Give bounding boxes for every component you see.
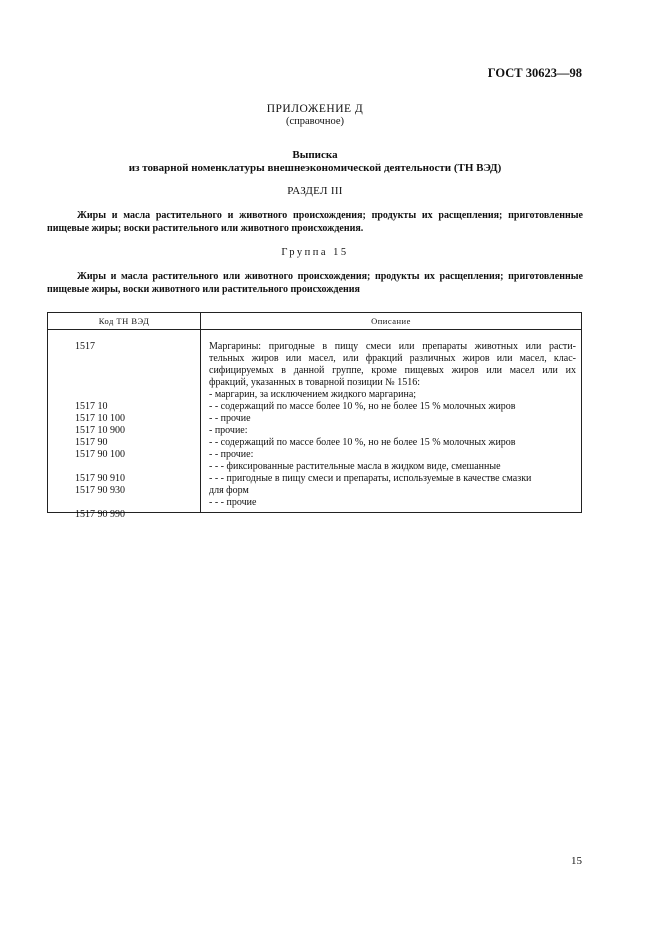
- code-column: [75, 341, 125, 521]
- description-line: - - - фиксированные растительные масла в жидком виде, смешанные: [209, 461, 501, 472]
- description-line: - маргарин, за исключением жидкого маргарина;: [209, 389, 417, 400]
- description-line: фракций, указанных в товарной позиции № 1516:: [209, 377, 421, 388]
- code-cell: 1517 90 100: [75, 449, 125, 460]
- section-title: РАЗДЕЛ III: [287, 185, 343, 197]
- description-line: - - - прочие: [209, 497, 257, 508]
- code-cell: 1517 10 900: [75, 425, 125, 436]
- standard-number: ГОСТ 30623—98: [487, 66, 582, 80]
- description-line: - - содержащий по массе более 10 %, но не более 15 % молочных жиров: [209, 437, 516, 448]
- code-cell: [75, 365, 125, 377]
- code-cell: 1517 10 100: [75, 413, 125, 424]
- page-number: 15: [571, 855, 582, 867]
- description-column: [209, 341, 576, 509]
- nomenclature-table: [47, 312, 582, 520]
- description-line: тельных жиров или масел, или фракций различных жиров или масел, клас-: [209, 353, 576, 364]
- code-cell: 1517 90: [75, 437, 108, 448]
- extract-title: Выписка: [292, 149, 338, 161]
- code-cell: [75, 497, 125, 509]
- description-line: сифицируемых в данной группе, кроме пищевых жиров или масел или их: [209, 365, 576, 376]
- description-line: - - - пригодные в пищу смеси и препараты, используемые в качестве смазки: [209, 473, 532, 484]
- code-cell: 1517 90 910: [75, 473, 125, 484]
- header-description: Описание: [371, 316, 411, 326]
- appendix-title: ПРИЛОЖЕНИЕ Д: [266, 103, 364, 115]
- group-title: Группа 15: [281, 247, 349, 258]
- column-divider: [200, 313, 201, 512]
- description-line: - - прочие:: [209, 449, 254, 460]
- description-line: для форм: [209, 485, 249, 496]
- code-cell: 1517 90 930: [75, 485, 125, 496]
- code-cell: [75, 389, 125, 401]
- section-description: Жиры и масла растительного и животного происхождения; продукты их расщепления; приготовленные пищевые жиры; воски растительного или животного происхождения.: [47, 210, 583, 234]
- appendix-subtitle: (справочное): [286, 116, 344, 127]
- code-cell: 1517: [75, 341, 95, 352]
- header-divider: [48, 329, 581, 330]
- code-cell: [75, 461, 125, 473]
- description-line: - - прочие: [209, 413, 251, 424]
- code-cell: 1517 90 990: [75, 509, 125, 520]
- extract-subtitle: из товарной номенклатуры внешнеэкономической деятельности (ТН ВЭД): [128, 162, 502, 174]
- code-cell: 1517 10: [75, 401, 108, 412]
- group-description: Жиры и масла растительного или животного происхождения; продукты их расщепления; приготовленные пищевые жиры, воски животного или растительного происхождения: [47, 271, 583, 295]
- header-code: Код ТН ВЭД: [98, 316, 150, 326]
- code-cell: [75, 377, 125, 389]
- description-line: - прочие:: [209, 425, 248, 436]
- code-cell: [75, 353, 125, 365]
- description-line: Маргарины: пригодные в пищу смеси или препараты животных или расти-: [209, 341, 576, 352]
- description-line: - - содержащий по массе более 10 %, но не более 15 % молочных жиров: [209, 401, 516, 412]
